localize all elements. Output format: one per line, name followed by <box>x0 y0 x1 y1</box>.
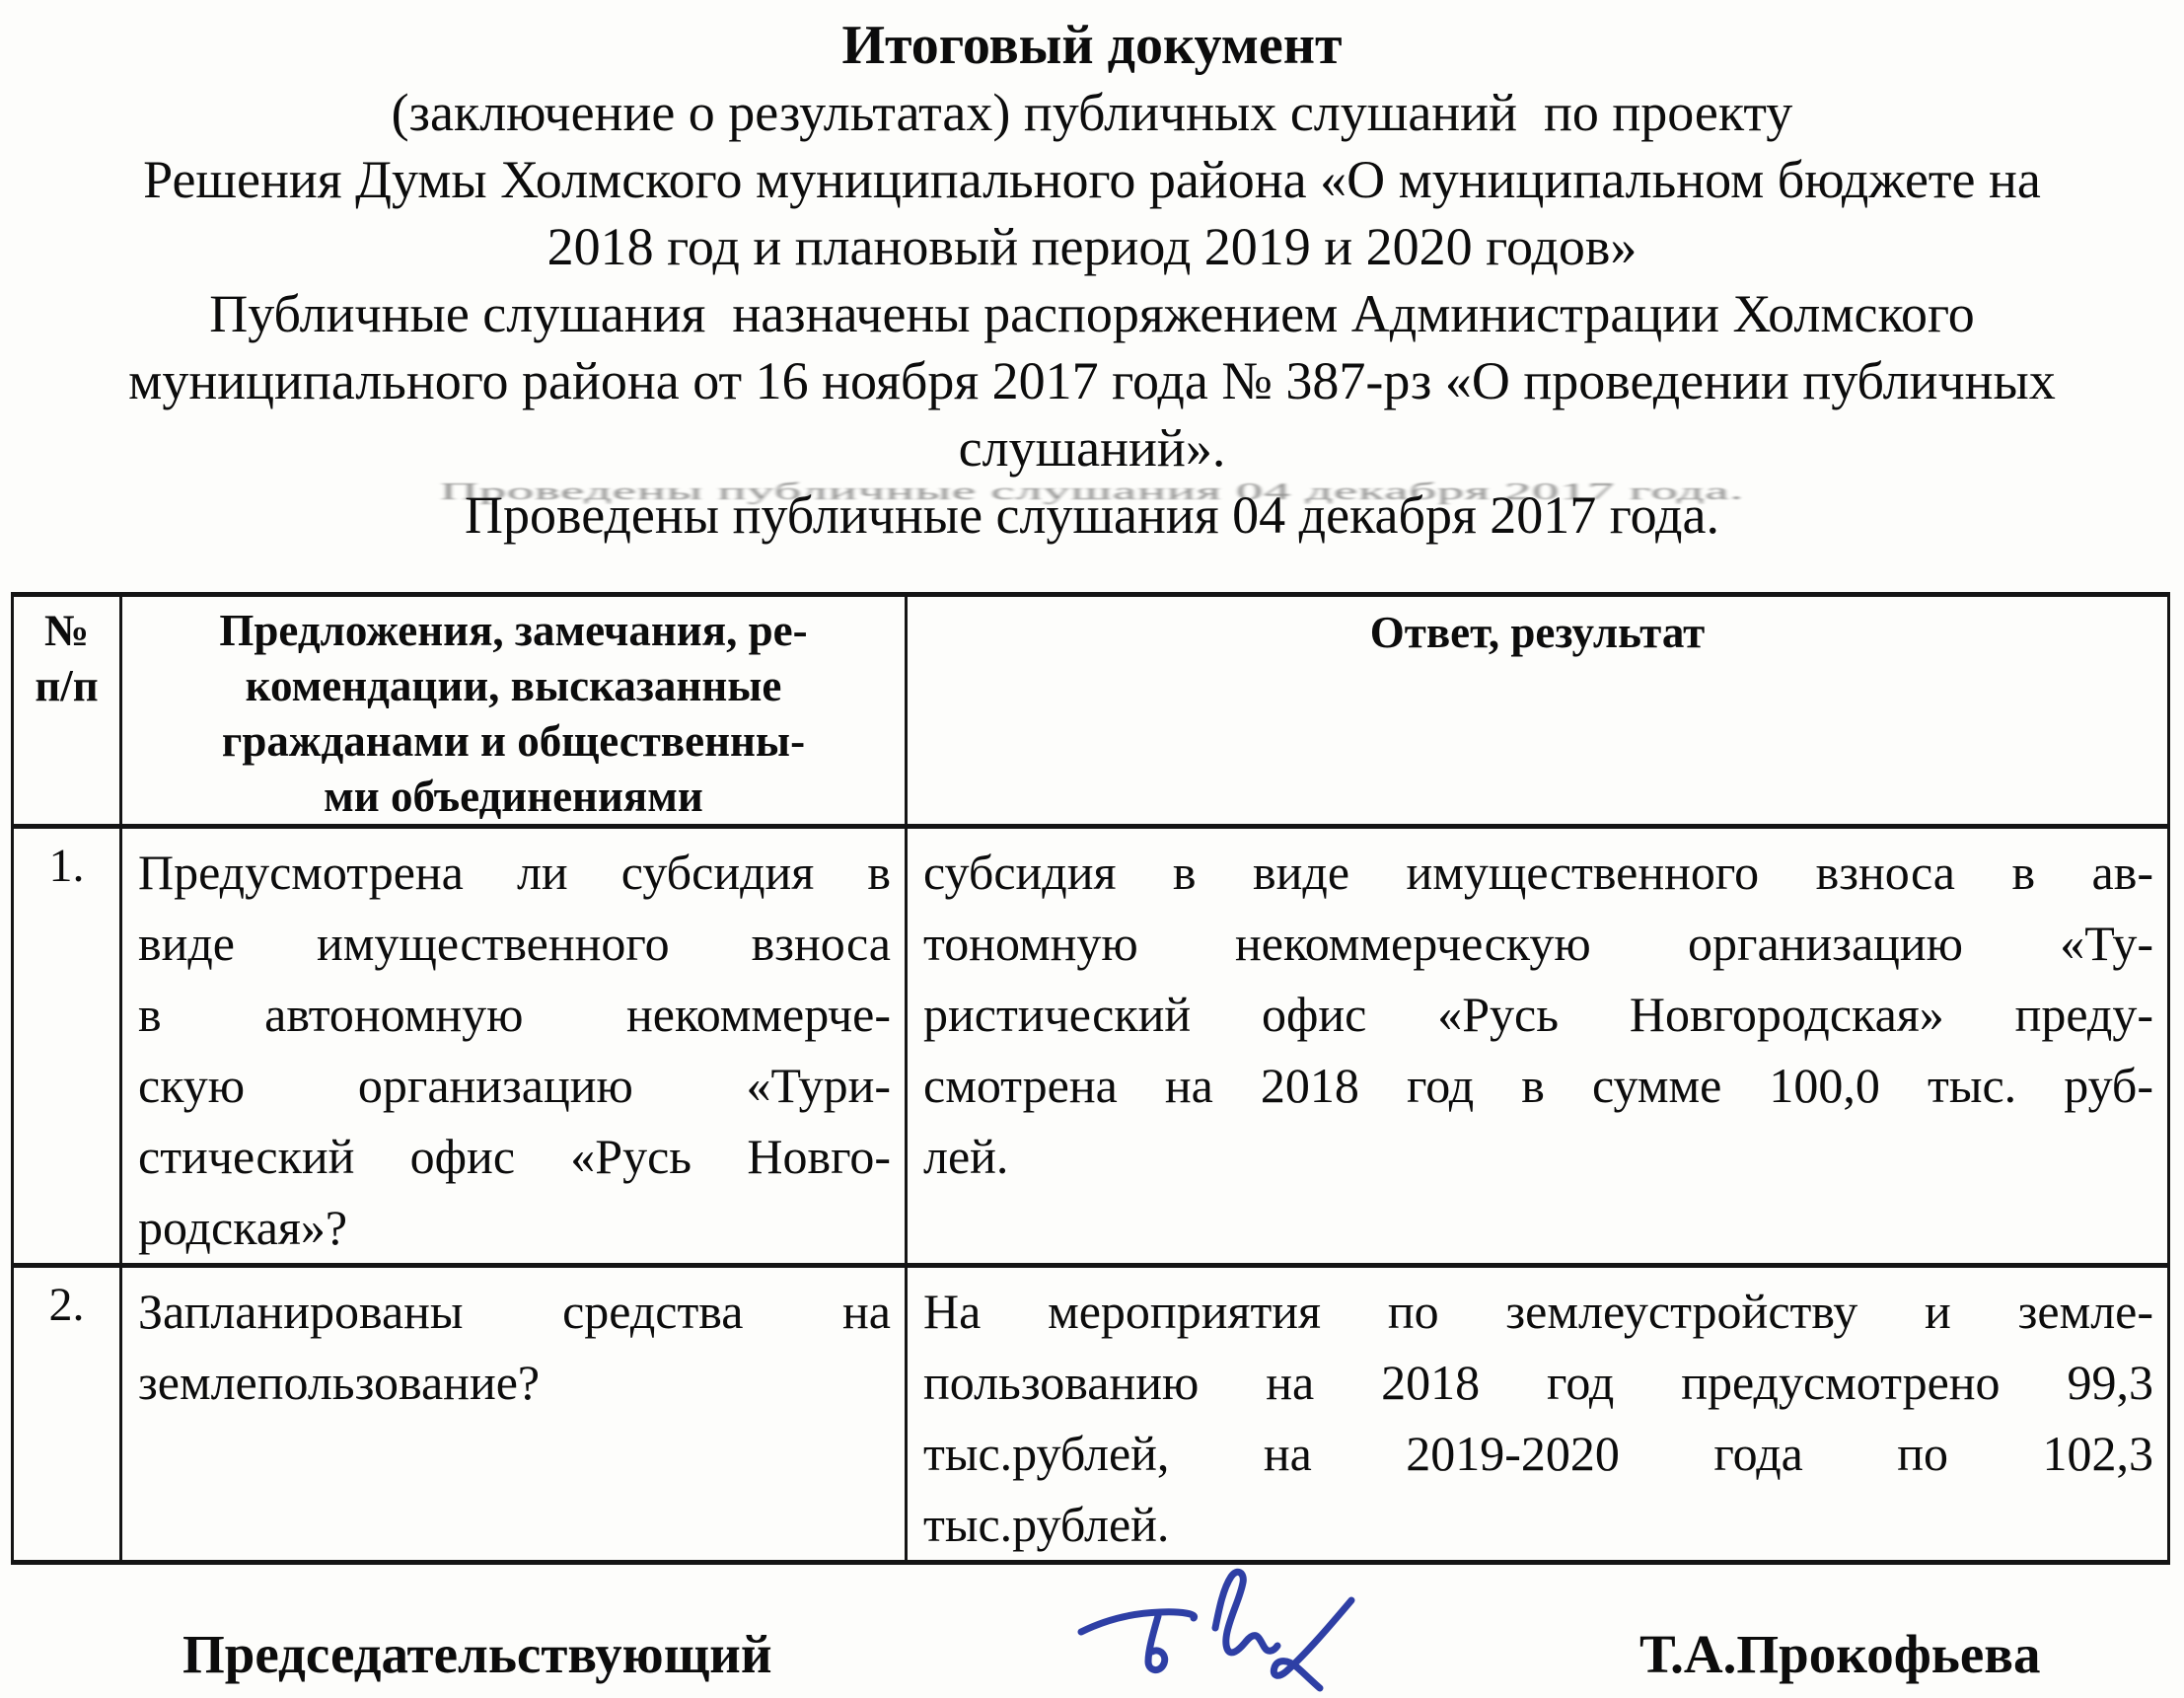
header-answer-label: Ответ, результат <box>1369 608 1706 657</box>
text-line: гражданами и общественны- <box>221 716 806 766</box>
header-cell-proposals <box>121 595 907 827</box>
row-number: 1. <box>48 840 85 892</box>
header-cell-answer <box>907 595 2169 827</box>
text-line: землепользование? <box>138 1355 541 1410</box>
answer-cell <box>907 827 2169 1266</box>
text-line: ми объединениями <box>324 772 703 821</box>
text-line: тыс.рублей, на 2019-2020 года по 102,3 <box>923 1426 2153 1481</box>
text-line: Предусмотрена ли субсидия в <box>138 845 891 900</box>
text-line: в автономную некоммерче- <box>138 987 891 1042</box>
title-line-4: 2018 год и плановый период 2019 и 2020 годов» <box>546 217 1638 276</box>
title-line-5: Публичные слушания назначены распоряжением Администрации Холмского <box>209 284 1975 343</box>
header-cell-number <box>13 595 121 827</box>
title-line-6: муниципального района от 16 ноября 2017 года № 387-рз «О проведении публичных <box>128 351 2056 410</box>
answer-text <box>908 829 2167 1192</box>
text-line: лей. <box>923 1129 1009 1184</box>
answer-text <box>908 1268 2167 1560</box>
handwritten-signature-icon <box>1067 1557 1363 1698</box>
text-line: тономную некоммерческую организацию «Ту- <box>923 916 2153 971</box>
title-line-8: Проведены публичные слушания 04 декабря 2017 года. Проведены публичные слушания 04 декабря 2017 года. <box>0 481 2184 549</box>
text-line: На мероприятия по землеустройству и земле- <box>923 1284 2153 1339</box>
chairperson-label: Председательствующий <box>182 1624 772 1684</box>
text-line: пользованию на 2018 год предусмотрено 99,3 <box>923 1355 2153 1410</box>
row-number-cell <box>13 1266 121 1563</box>
text-line: ристический офис «Русь Новгородская» преду- <box>923 987 2153 1042</box>
question-text <box>122 1268 905 1418</box>
row-number: 2. <box>48 1279 85 1331</box>
text-line: № <box>43 606 90 655</box>
row-number-cell <box>13 827 121 1266</box>
text-line: тыс.рублей. <box>923 1497 1170 1552</box>
text-line: Предложения, замечания, ре- <box>219 606 808 655</box>
title-line-7: слушаний». <box>958 418 1226 478</box>
table-header-row <box>13 595 2169 827</box>
table-row <box>13 827 2169 1266</box>
text-line: стический офис «Русь Новго- <box>138 1129 891 1184</box>
table-row <box>13 1266 2169 1563</box>
text-line: виде имущественного взноса <box>138 916 891 971</box>
answer-cell <box>907 1266 2169 1563</box>
question-text <box>122 829 905 1263</box>
question-cell <box>121 1266 907 1563</box>
text-line: комендации, высказанные <box>245 661 782 710</box>
title-line-3: Решения Думы Холмского муниципального района «О муниципальном бюджете на <box>143 150 2041 209</box>
document-title: Итоговый документ <box>841 15 1343 76</box>
header-proposals-label <box>122 597 905 824</box>
title-line-2: (заключение о результатах) публичных слушаний по проекту <box>391 83 1793 142</box>
text-line: субсидия в виде имущественного взноса в ав- <box>923 845 2153 900</box>
text-line: Запланированы средства на <box>138 1284 891 1339</box>
question-cell <box>121 827 907 1266</box>
document-title-block <box>0 0 2184 549</box>
text-line: скую организацию «Тури- <box>138 1058 891 1113</box>
header-number-label <box>14 597 119 713</box>
chairperson-name: Т.А.Прокофьева <box>1639 1624 2041 1684</box>
text-line: п/п <box>35 661 99 710</box>
hearing-results-table <box>11 592 2170 1565</box>
text-line: смотрена на 2018 год в сумме 100,0 тыс. руб- <box>923 1058 2153 1113</box>
text-line: родская»? <box>138 1200 348 1255</box>
